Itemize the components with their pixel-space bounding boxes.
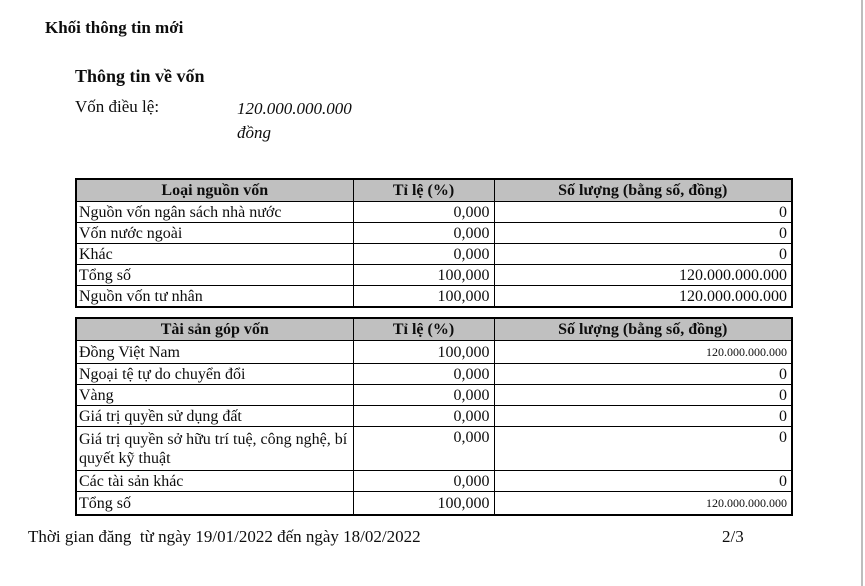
row-ratio: 0,000 [353, 244, 494, 265]
row-amount: 0 [494, 223, 792, 244]
row-ratio: 0,000 [353, 364, 494, 385]
contributed-assets-table [75, 317, 793, 516]
column-header-ratio: Tỉ lệ (%) [353, 318, 494, 341]
row-ratio: 0,000 [353, 406, 494, 427]
row-amount: 120.000.000.000 [494, 492, 792, 516]
page-number: 2/3 [722, 527, 744, 546]
row-amount: 0 [494, 202, 792, 223]
table-row [76, 385, 792, 406]
table-row-total [76, 265, 792, 286]
registration-period-text: Thời gian đăng từ ngày 19/01/2022 đến ngày 18/02/2022 [28, 527, 421, 546]
row-ratio: 100,000 [353, 286, 494, 308]
row-ratio: 0,000 [353, 471, 494, 492]
charter-capital-unit: đồng [237, 123, 271, 142]
capital-source-table [75, 178, 793, 308]
section-title-capital-info: Thông tin về vốn [75, 66, 205, 86]
table-row [76, 341, 792, 364]
row-label: Giá trị quyền sử dụng đất [76, 406, 353, 427]
table-row [76, 244, 792, 265]
row-label: Vốn nước ngoài [76, 223, 353, 244]
table-row [76, 202, 792, 223]
row-amount: 120.000.000.000 [494, 286, 792, 308]
row-amount: 0 [494, 364, 792, 385]
row-label: Các tài sản khác [76, 471, 353, 492]
table-row [76, 364, 792, 385]
page-right-edge-divider [861, 0, 863, 586]
row-amount: 0 [494, 244, 792, 265]
column-header-amount: Số lượng (bằng số, đồng) [494, 179, 792, 202]
row-amount: 0 [494, 471, 792, 492]
row-label: Tổng số [76, 265, 353, 286]
row-ratio: 0,000 [353, 427, 494, 471]
table-row [76, 427, 792, 471]
table-row [76, 406, 792, 427]
row-ratio: 100,000 [353, 341, 494, 364]
row-label: Tổng số [76, 492, 353, 516]
column-header-capital-source: Loại nguồn vốn [76, 179, 353, 202]
column-header-ratio: Tỉ lệ (%) [353, 179, 494, 202]
row-label: Vàng [76, 385, 353, 406]
column-header-asset-type: Tài sản góp vốn [76, 318, 353, 341]
table-header-row [76, 318, 792, 341]
row-label: Nguồn vốn ngân sách nhà nước [76, 202, 353, 223]
charter-capital-label: Vốn điều lệ: [75, 97, 160, 116]
row-amount: 120.000.000.000 [494, 341, 792, 364]
table-row [76, 223, 792, 244]
row-label: Ngoại tệ tự do chuyển đổi [76, 364, 353, 385]
row-label: Nguồn vốn tư nhân [76, 286, 353, 308]
row-ratio: 0,000 [353, 223, 494, 244]
row-label: Đồng Việt Nam [76, 341, 353, 364]
row-amount: 0 [494, 385, 792, 406]
charter-capital-value: 120.000.000.000 [237, 99, 352, 118]
table-row [76, 471, 792, 492]
table-header-row [76, 179, 792, 202]
page-title: Khối thông tin mới [45, 18, 184, 37]
column-header-amount: Số lượng (bằng số, đồng) [494, 318, 792, 341]
row-amount: 120.000.000.000 [494, 265, 792, 286]
row-ratio: 100,000 [353, 492, 494, 516]
row-ratio: 0,000 [353, 385, 494, 406]
row-amount: 0 [494, 406, 792, 427]
table-row-total [76, 492, 792, 516]
row-label: Khác [76, 244, 353, 265]
row-label: Giá trị quyền sở hữu trí tuệ, công nghệ, bí quyết kỹ thuật [76, 427, 353, 471]
row-ratio: 0,000 [353, 202, 494, 223]
row-amount: 0 [494, 427, 792, 471]
charter-capital-value-block [237, 97, 352, 145]
table-row [76, 286, 792, 308]
row-ratio: 100,000 [353, 265, 494, 286]
